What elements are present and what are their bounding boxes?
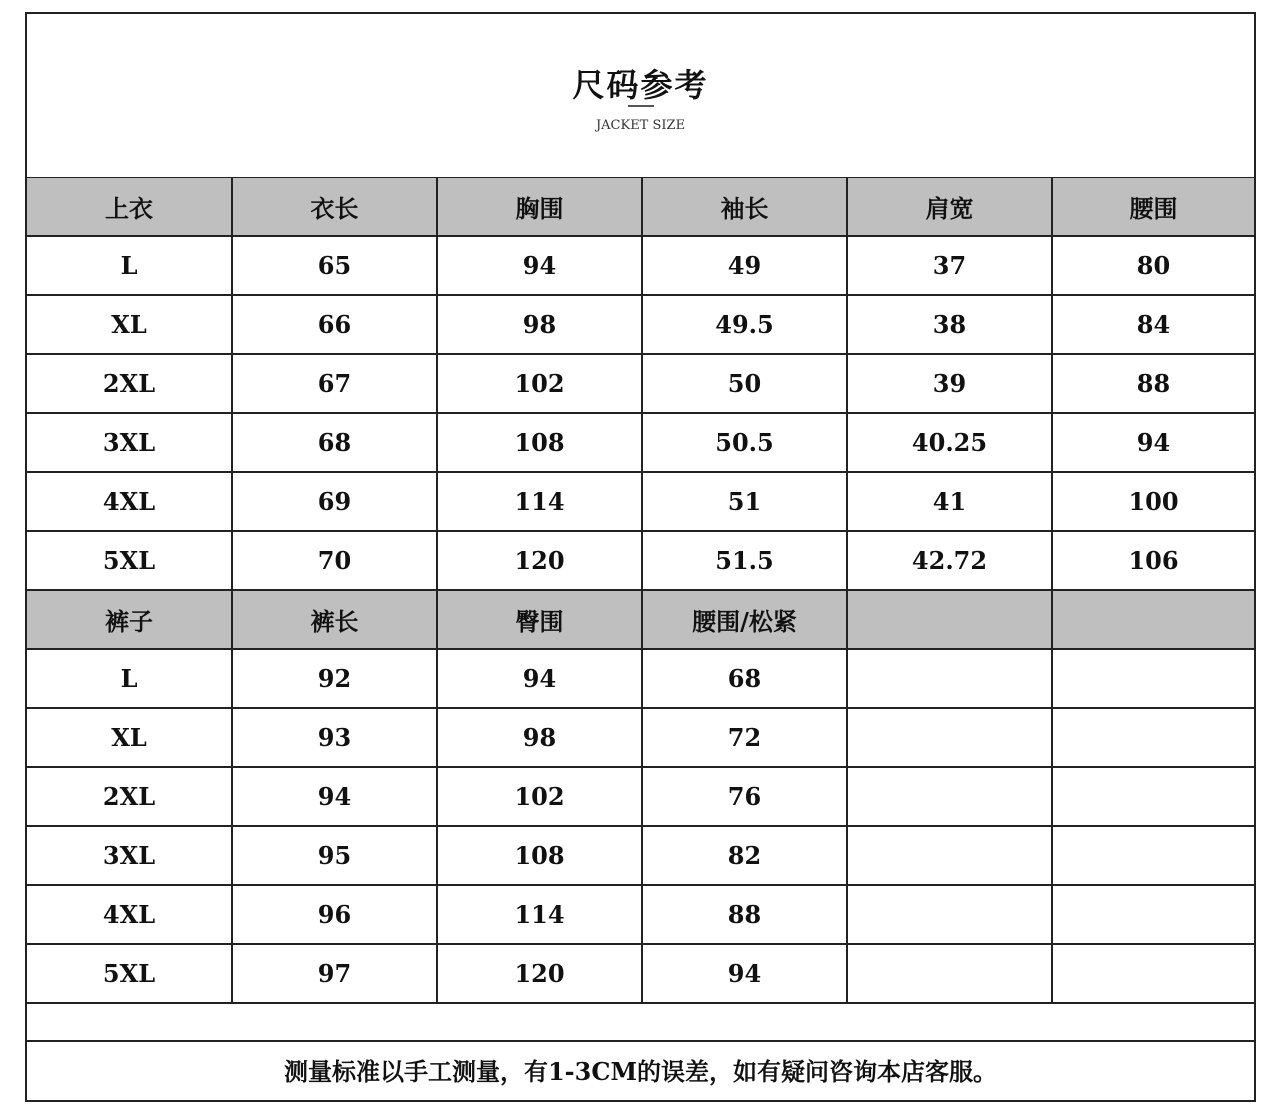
table-cell: 96 [232,885,437,944]
table-cell: 72 [642,708,847,767]
table-row [27,944,1254,1003]
table-cell: 42.72 [847,531,1052,590]
table-row [27,295,1254,354]
title-divider [628,105,654,107]
table-cell: 98 [437,708,642,767]
table-cell: 38 [847,295,1052,354]
column-header: 肩宽 [847,178,1052,236]
column-header: 袖长 [642,178,847,236]
table-cell [847,885,1052,944]
table-row [27,708,1254,767]
table-cell: 40.25 [847,413,1052,472]
column-header: 胸围 [437,178,642,236]
table-cell [1052,885,1254,944]
column-header: 腰围/松紧 [642,590,847,649]
table-cell [1052,826,1254,885]
title-area [27,14,1254,179]
table-cell [847,649,1052,708]
table-cell: 65 [232,236,437,295]
table-cell: 80 [1052,236,1254,295]
column-header: 裤长 [232,590,437,649]
table-cell: 2XL [27,354,232,413]
table-cell: 108 [437,826,642,885]
table-cell: 94 [1052,413,1254,472]
table-cell: 49.5 [642,295,847,354]
table-cell [1052,944,1254,1003]
page-subtitle: JACKET SIZE [595,118,686,133]
table-cell: 114 [437,885,642,944]
table-cell [1052,767,1254,826]
table-cell: 3XL [27,413,232,472]
table-cell: 94 [232,767,437,826]
measurement-note: 测量标准以手工测量，有1-3CM的误差，如有疑问咨询本店客服。 [27,1040,1254,1100]
table-cell: 50 [642,354,847,413]
table-cell: 41 [847,472,1052,531]
table-cell: 84 [1052,295,1254,354]
column-header: 上衣 [27,178,232,236]
table-row [27,354,1254,413]
page-title: 尺码参考 [572,66,709,104]
table-cell: 102 [437,767,642,826]
table-row [27,885,1254,944]
table-cell: 5XL [27,944,232,1003]
table-cell [1052,708,1254,767]
table-cell [847,767,1052,826]
table-cell: 2XL [27,767,232,826]
table-cell: 94 [437,236,642,295]
table-cell [847,826,1052,885]
table-cell: 108 [437,413,642,472]
table-cell: 50.5 [642,413,847,472]
table-cell: 68 [232,413,437,472]
table-row [27,413,1254,472]
table-cell: 106 [1052,531,1254,590]
table-cell: 88 [642,885,847,944]
table-row [27,531,1254,590]
table-cell [847,708,1052,767]
table-cell [847,944,1052,1003]
table-cell: 100 [1052,472,1254,531]
table-cell: 114 [437,472,642,531]
table-cell: 92 [232,649,437,708]
table-cell: 39 [847,354,1052,413]
table-cell: 3XL [27,826,232,885]
column-header: 裤子 [27,590,232,649]
table-cell: 98 [437,295,642,354]
table-cell: 94 [642,944,847,1003]
table-cell: L [27,649,232,708]
table-cell [1052,649,1254,708]
column-header [1052,590,1254,649]
table-row [27,649,1254,708]
table-cell: L [27,236,232,295]
table-cell: 102 [437,354,642,413]
table-cell: 70 [232,531,437,590]
table-cell: 120 [437,531,642,590]
table-row [27,767,1254,826]
table-cell: 94 [437,649,642,708]
column-header: 衣长 [232,178,437,236]
table-cell: 97 [232,944,437,1003]
table-cell: 76 [642,767,847,826]
table-cell: 93 [232,708,437,767]
pants-header-row [27,590,1254,649]
table-cell: 37 [847,236,1052,295]
table-cell: 5XL [27,531,232,590]
table-cell: 49 [642,236,847,295]
table-cell: 66 [232,295,437,354]
table-cell: XL [27,708,232,767]
table-cell: 4XL [27,885,232,944]
table-cell: 82 [642,826,847,885]
size-table [27,178,1254,1004]
table-row [27,236,1254,295]
table-cell: 51 [642,472,847,531]
table-cell: 120 [437,944,642,1003]
table-cell: XL [27,295,232,354]
table-cell: 51.5 [642,531,847,590]
column-header [847,590,1052,649]
column-header: 臀围 [437,590,642,649]
table-cell: 95 [232,826,437,885]
jacket-header-row [27,178,1254,236]
table-cell: 4XL [27,472,232,531]
table-row [27,472,1254,531]
table-cell: 88 [1052,354,1254,413]
column-header: 腰围 [1052,178,1254,236]
size-chart [25,12,1256,1102]
table-cell: 68 [642,649,847,708]
table-cell: 67 [232,354,437,413]
table-row [27,826,1254,885]
table-cell: 69 [232,472,437,531]
